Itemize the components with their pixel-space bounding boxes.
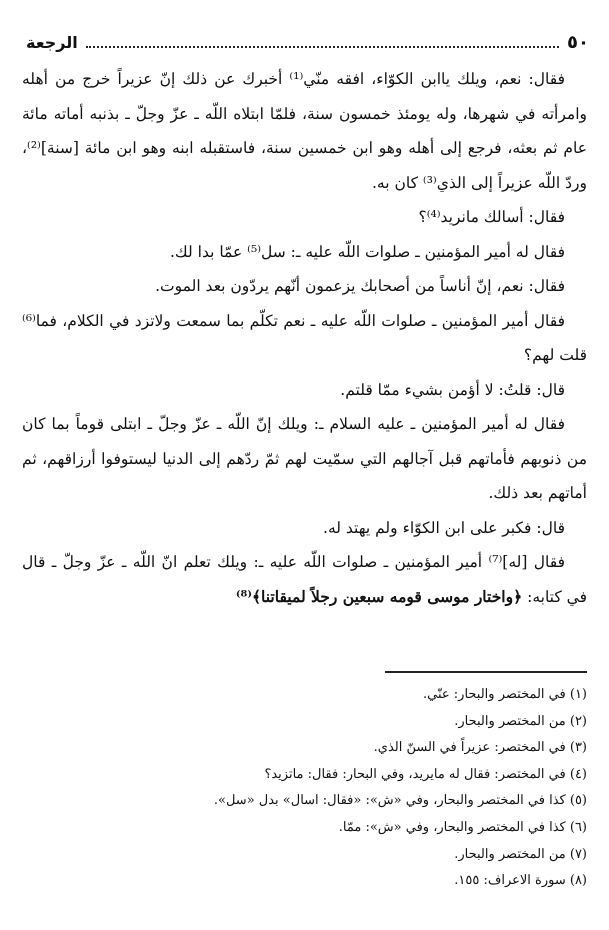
- footnotes: [40, 682, 587, 895]
- footnote: (٨) سورة الاعراف: ١٥٥.: [454, 873, 587, 889]
- paragraph-text: فقال [له]⁽⁷⁾ أمير المؤمنين ـ صلوات اللّه عليه ـ: ويلك تعلم انّ اللّه ـ عزّ وجلّ ـ قال في كتابه:: [22, 553, 587, 606]
- quran-quote: ﴿واختار موسى قومه سبعين رجلاً لميقاتنا﴾⁽⁸⁾: [235, 586, 523, 606]
- page-header: [26, 30, 589, 54]
- paragraph: فقال له أمير المؤمنين ـ صلوات اللّه عليه ـ: سل⁽⁵⁾ عمّا بدا لك.: [170, 242, 565, 261]
- header-dotted-leader: [86, 36, 559, 48]
- footnote: (١) في المختصر والبحار: عنّي.: [423, 687, 587, 702]
- footnote: (٤) في المختصر: فقال له مايريد، وفي البحار: فقال: ماتزيد؟: [264, 766, 587, 782]
- paragraph: فقال: نعم، ويلك ياابن الكوّاء، افقه منّي⁽¹⁾ أخبرك عن ذلك إنّ عزيراً خرج من أهله وامرأته في شهرها، وله يومئذ خمسون سنة، فلمّا ابتلاه اللّه ـ عزّ وجلّ ـ بذنبه أماته مائة عام ثم بعثه، فرجع إلى أهله وهو ابن خمسين سنة، فاستقبله ابنه وهو ابن مائة [سنة]⁽²⁾، وردّ اللّه عزيراً إلى الذي⁽³⁾ كان به.: [22, 70, 587, 192]
- footnote: (٢) من المختصر والبحار.: [454, 713, 587, 729]
- paragraph: فقال له أمير المؤمنين ـ عليه السلام ـ: ويلك إنّ اللّه ـ عزّ وجلّ ـ ابتلى قوماً بما كان من ذنوبهم فأماتهم قبل آجالهم التي سمّيت لهم ثمّ ردّهم إلى الدنيا ليستوفوا أرزاقهم، ثم أماتهم بعد ذلك.: [22, 415, 587, 502]
- paragraph-with-quran-quote: [22, 545, 587, 614]
- paragraph: قال: قلتُ: لا أؤمن بشيء ممّا قلتم.: [340, 380, 565, 399]
- footnote: (٧) من المختصر والبحار.: [454, 846, 587, 862]
- main-text: [22, 62, 587, 614]
- paragraph: فقال أمير المؤمنين ـ صلوات اللّه عليه ـ نعم تكلّم بما سمعت ولاتزد في الكلام، فما⁽⁶⁾ قلت لهم؟: [22, 311, 587, 364]
- footnote: (٥) كذا في المختصر والبحار، وفي «ش»: «فقال: اسال» بدل «سل».: [213, 793, 587, 809]
- paragraph: قال: فكبر على ابن الكوّاء ولم يهتد له.: [323, 518, 565, 537]
- running-title: الرجعة: [26, 32, 78, 52]
- footnote: (٣) في المختصر: عزيراً في السنّ الذي.: [373, 740, 587, 756]
- paragraph: فقال: نعم، إنّ أناساً من أصحابك يزعمون أنّهم يردّون بعد الموت.: [155, 277, 565, 295]
- page-number: ٥٠: [567, 31, 589, 53]
- footnote-separator: [385, 671, 587, 673]
- footnote: (٦) كذا في المختصر والبحار، وفي «ش»: ممّا.: [338, 819, 587, 835]
- paragraph: فقال: أسالك مانريد⁽⁴⁾؟: [418, 208, 565, 226]
